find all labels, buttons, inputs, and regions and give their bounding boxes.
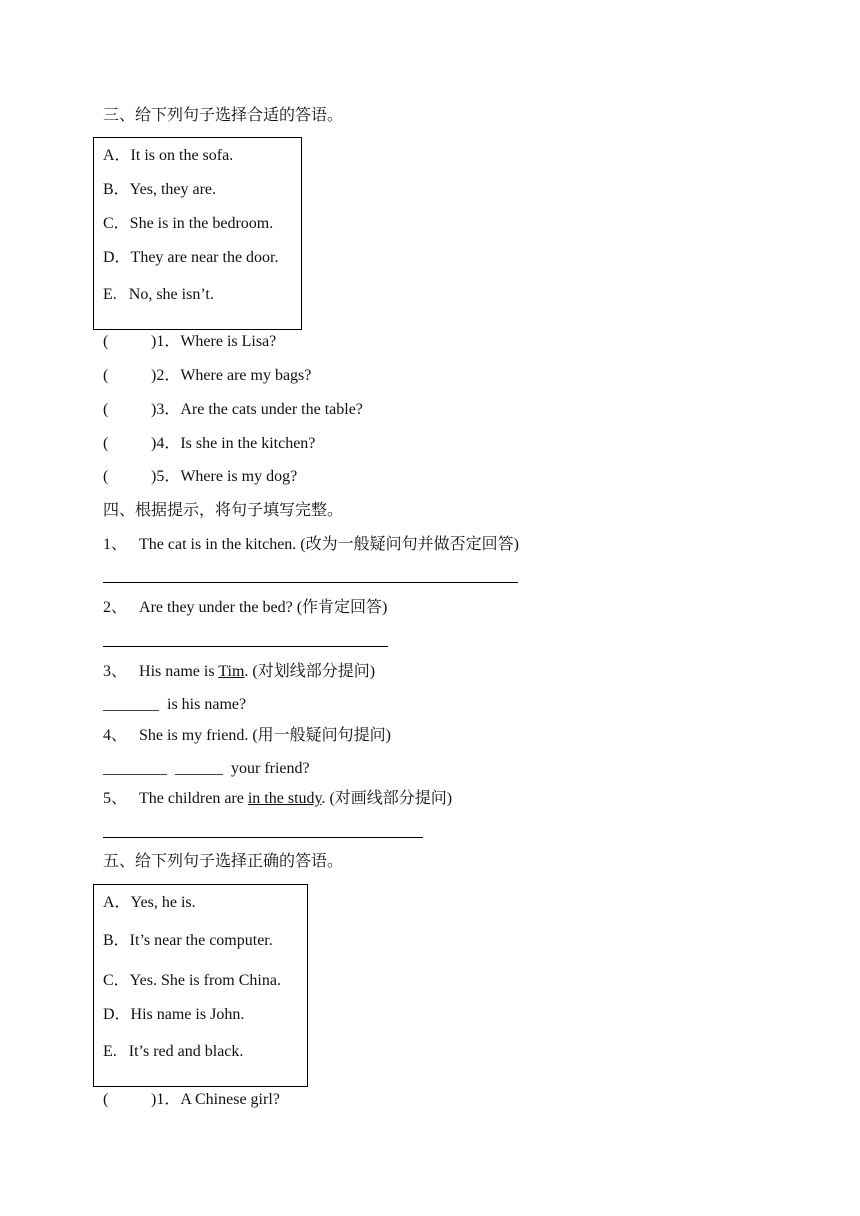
section4-item-1 [103, 535, 519, 555]
section3-option-d: D．They are near the door. [103, 249, 279, 266]
answer-paren: ( [103, 333, 109, 350]
question-text: )1．Where is Lisa? [151, 333, 277, 350]
section5-option-b: B．It’s near the computer. [103, 932, 273, 949]
item-text-before: The children are [139, 790, 248, 807]
section3-option-e: E. No, she isn’t. [103, 286, 214, 303]
answer-paren: ( [103, 401, 109, 418]
item-text-after: . (对画线部分提问) [321, 790, 453, 807]
section5-heading: 五、给下列句子选择正确的答语。 [103, 853, 344, 870]
answer-paren: ( [103, 468, 109, 485]
section3-option-b: B．Yes, they are. [103, 181, 217, 198]
section3-question-1 [103, 332, 276, 352]
answer-line-5[interactable] [103, 837, 423, 838]
section5-option-a: A．Yes, he is. [103, 894, 196, 911]
question-text: )4．Is she in the kitchen? [151, 435, 316, 452]
item-number: 3、 [103, 663, 128, 680]
item-text: The cat is in the kitchen. (改为一般疑问句并做否定回答) [139, 536, 519, 553]
section4-item-4 [103, 726, 391, 746]
section4-item-5 [103, 789, 452, 809]
question-text: )3．Are the cats under the table? [151, 401, 363, 418]
section3-heading: 三、给下列句子选择合适的答语。 [103, 107, 344, 124]
item-number: 5、 [103, 790, 128, 807]
section5-question-1 [103, 1090, 280, 1110]
answer-paren: ( [103, 367, 109, 384]
underlined-phrase: in the study [247, 790, 322, 807]
section4-blank-4[interactable]: ________ ______ your friend? [103, 760, 310, 777]
item-number: 1、 [103, 536, 128, 553]
item-number: 2、 [103, 599, 128, 616]
section4-heading: 四、根据提示，将句子填写完整。 [103, 502, 344, 519]
question-text: )1．A Chinese girl? [151, 1091, 280, 1108]
section5-option-c: C．Yes. She is from China. [103, 972, 281, 989]
section5-option-d: D．His name is John. [103, 1006, 245, 1023]
section4-item-2 [103, 598, 387, 618]
section3-question-5 [103, 467, 297, 487]
item-text: Are they under the bed? (作肯定回答) [139, 599, 388, 616]
question-text: )5．Where is my dog? [151, 468, 298, 485]
section3-option-a: A．It is on the sofa. [103, 147, 234, 164]
section3-question-3 [103, 400, 363, 420]
underlined-word: Tim [218, 663, 245, 680]
item-text-after: . (对划线部分提问) [244, 663, 376, 680]
section3-question-2 [103, 366, 311, 386]
answer-line-2[interactable] [103, 646, 388, 647]
item-text-before: His name is [139, 663, 219, 680]
section5-option-e: E. It’s red and black. [103, 1043, 244, 1060]
answer-paren: ( [103, 1091, 109, 1108]
section3-option-c: C．She is in the bedroom. [103, 215, 274, 232]
item-number: 4、 [103, 727, 128, 744]
section4-item-3 [103, 662, 375, 682]
section4-blank-3[interactable]: _______ is his name? [103, 696, 247, 713]
section3-question-4 [103, 434, 315, 454]
question-text: )2．Where are my bags? [151, 367, 312, 384]
answer-line-1[interactable] [103, 582, 518, 583]
item-text: She is my friend. (用一般疑问句提问) [139, 727, 391, 744]
answer-paren: ( [103, 435, 109, 452]
